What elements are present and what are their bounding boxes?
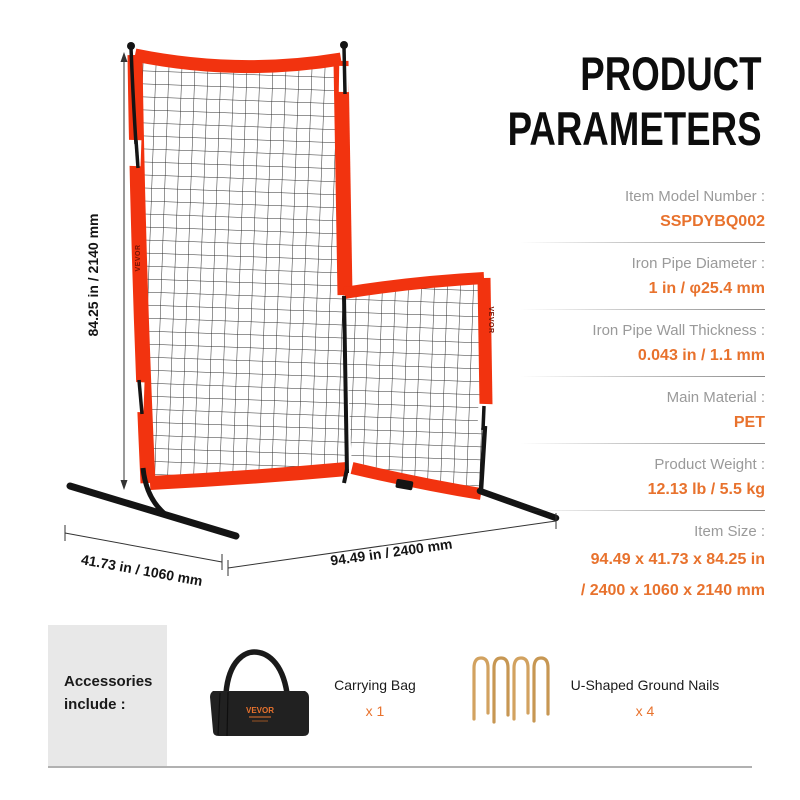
param-value-line2: / 2400 x 1060 x 2140 mm [580,582,765,599]
ground-nails-text [560,677,730,719]
band-logo-left: VEVOR [135,244,142,272]
accessory-qty: x 4 [635,703,655,719]
page-title-line2: PARAMETERS [508,102,762,155]
carrying-bag-image [205,647,317,741]
param-row-model [520,176,765,242]
param-label: Iron Pipe Diameter : [631,254,765,272]
param-row-weight [520,444,765,510]
param-label: Product Weight : [654,455,765,473]
net-panels [135,55,486,487]
accessories-section [48,625,752,768]
product-diagram [40,28,570,603]
param-label: Main Material : [666,388,765,406]
parameter-list [520,176,765,604]
dim-depth-label: 41.73 in / 1060 mm [79,551,204,589]
param-row-material [520,377,765,443]
param-label: Item Size : [694,523,765,540]
left-foot-bar [70,486,236,536]
accessory-name: U-Shaped Ground Nails [570,677,720,693]
param-row-wall-thickness [520,310,765,376]
accessories-heading-box [48,625,167,766]
param-label: Item Model Number : [624,187,765,205]
param-value: PET [733,413,765,431]
dim-height [121,52,128,490]
param-row-pipe-diameter [520,243,765,309]
page-title [508,46,762,156]
dim-width-label: 94.49 in / 2400 mm [329,535,454,569]
accessory-qty: x 1 [365,703,385,719]
band-logo-right: VEVOR [487,306,494,334]
param-value: SSPDYBQ002 [660,212,765,230]
accessories-heading: Accessories include : [64,673,153,713]
dim-height-label: 84.25 in / 2140 mm [85,213,101,337]
param-value: 94.49 x 41.73 x 84.25 in [590,551,765,568]
bag-brand-label: VEVOR [245,706,275,715]
carrying-bag-text [310,677,440,719]
ground-nails-image [470,655,556,727]
accessory-name: Carrying Bag [334,677,416,693]
param-value: 0.043 in / 1.1 mm [637,346,765,364]
param-value: 12.13 lb / 5.5 kg [647,480,765,498]
bag-handle [226,652,287,693]
param-row-item-size [520,511,765,604]
page-title-line1: PRODUCT [580,47,762,100]
param-label: Iron Pipe Wall Thickness : [592,321,765,339]
param-value: 1 in / φ25.4 mm [648,279,765,297]
